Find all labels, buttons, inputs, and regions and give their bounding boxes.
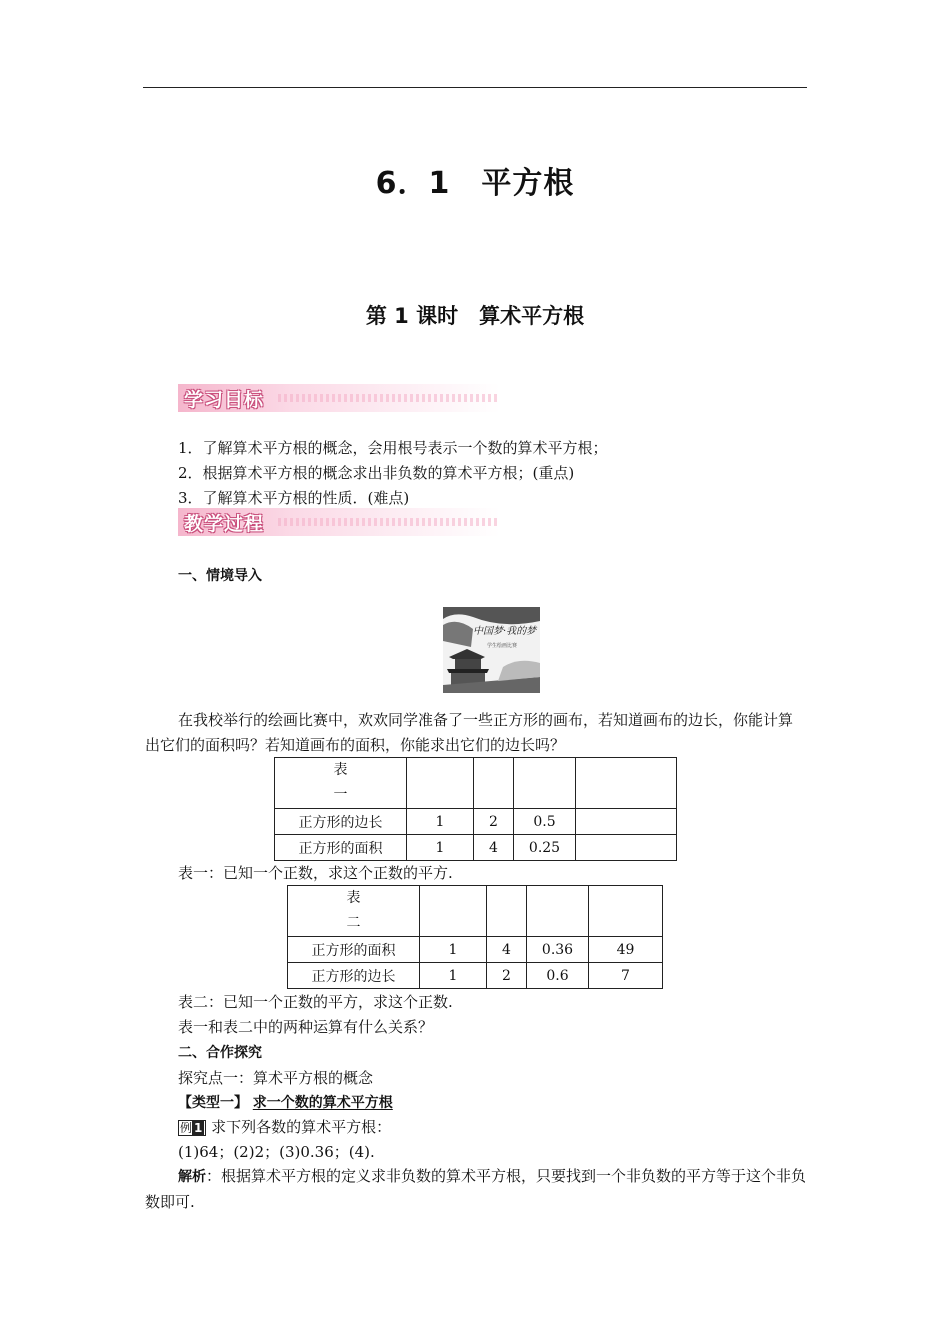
analysis-text: ：根据算术平方根的定义求非负数的算术平方根，只要找到一个非负数的平方等于这个非负数即可. (145, 1167, 807, 1211)
analysis-paragraph (145, 1164, 807, 1215)
table-cell: 0.5 (514, 809, 576, 835)
table-row (288, 937, 663, 963)
table-title-cell (288, 886, 420, 937)
table-cell: 1 (420, 937, 487, 963)
table-cell: 1 (407, 835, 474, 861)
goal-item: 3．了解算术平方根的性质．(难点) (178, 489, 410, 507)
table-row (275, 809, 677, 835)
banner-decoration (278, 394, 500, 402)
table-cell: 4 (474, 835, 514, 861)
banner-decoration (278, 518, 500, 526)
goal-item: 2．根据算术平方根的概念求出非负数的算术平方根；(重点) (178, 464, 575, 482)
example-prompt: 求下列各数的算术平方根： (211, 1118, 392, 1136)
table-cell: 0.6 (527, 963, 589, 989)
table-cell (576, 835, 677, 861)
intro-paragraph: 在我校举行的绘画比赛中，欢欢同学准备了一些正方形的画布，若知道画布的边长，你能计算出它们的面积吗？若知道画布的面积，你能求出它们的边长吗？ (145, 711, 794, 754)
table-cell: 正方形的面积 (275, 835, 407, 861)
section-heading: 二、合作探究 (178, 1045, 262, 1061)
example-line (178, 1116, 391, 1137)
table-cell (576, 758, 677, 809)
table-title-char: 表二 (346, 890, 361, 931)
analysis-label: 解析 (178, 1169, 206, 1185)
table-row (275, 835, 677, 861)
page-title: 6．1 平方根 (375, 166, 575, 201)
type-label: 【类型一】 (178, 1095, 248, 1111)
table-cell: 正方形的边长 (288, 963, 420, 989)
table-two-caption: 表二：已知一个正数的平方，求这个正数. (178, 993, 453, 1011)
table-two (287, 885, 663, 989)
table-cell (514, 758, 576, 809)
table-title-char: 表一 (333, 762, 348, 803)
table-header-row (275, 758, 677, 809)
table-cell: 1 (407, 809, 474, 835)
poster-subtitle: 学生绘画比赛 (487, 643, 518, 649)
example-badge (178, 1120, 206, 1136)
table-cell: 49 (589, 937, 663, 963)
process-banner (178, 508, 500, 536)
table-cell: 7 (589, 963, 663, 989)
goal-item: 1．了解算术平方根的概念，会用根号表示一个数的算术平方根； (178, 439, 608, 457)
relation-question: 表一和表二中的两种运算有什么关系？ (178, 1018, 434, 1036)
goals-banner (178, 384, 500, 412)
table-header-row (288, 886, 663, 937)
contest-poster-image (443, 607, 540, 693)
table-one-caption: 表一：已知一个正数，求这个正数的平方. (178, 864, 453, 882)
process-banner-label: 教学过程 (184, 513, 265, 535)
table-title-cell (275, 758, 407, 809)
table-cell (589, 886, 663, 937)
table-cell (487, 886, 527, 937)
table-cell: 0.36 (527, 937, 589, 963)
table-cell (420, 886, 487, 937)
table-cell (407, 758, 474, 809)
lesson-subtitle: 第 1 课时 算术平方根 (365, 304, 585, 328)
poster-illustration (443, 607, 540, 693)
table-cell: 4 (487, 937, 527, 963)
poster-title: 中国梦·我的梦 (473, 626, 537, 637)
table-cell: 正方形的边长 (275, 809, 407, 835)
table-cell: 2 (487, 963, 527, 989)
table-cell: 正方形的面积 (288, 937, 420, 963)
example-items: (1)64；(2)2；(3)0.36；(4). (178, 1143, 375, 1161)
goals-banner-label: 学习目标 (184, 389, 265, 411)
type-title: 求一个数的算术平方根 (252, 1095, 393, 1111)
section-heading: 一、情境导入 (178, 568, 262, 584)
example-badge-label: 例 (180, 1121, 193, 1135)
type-heading (178, 1092, 393, 1112)
table-cell (474, 758, 514, 809)
example-number: 1 (194, 1121, 203, 1135)
table-cell: 2 (474, 809, 514, 835)
explore-point: 探究点一：算术平方根的概念 (178, 1069, 374, 1087)
table-cell (576, 809, 677, 835)
table-one (274, 757, 677, 861)
header-rule (143, 87, 807, 88)
table-row (288, 963, 663, 989)
table-cell: 0.25 (514, 835, 576, 861)
table-cell (527, 886, 589, 937)
table-cell: 1 (420, 963, 487, 989)
